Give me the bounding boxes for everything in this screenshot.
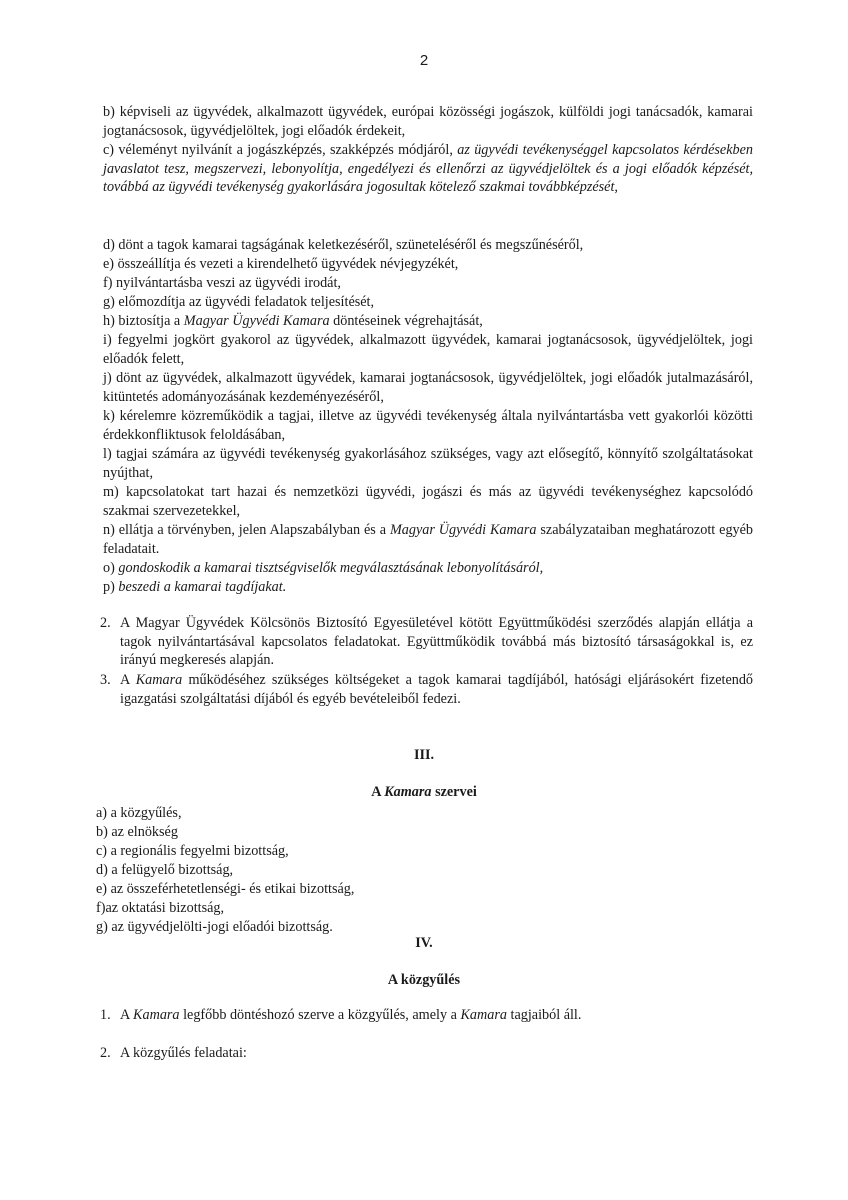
- organ-item: d) a felügyelő bizottság,: [96, 862, 234, 878]
- text: tagjaiból áll.: [510, 1007, 582, 1023]
- list-item-b: [103, 103, 753, 140]
- paragraph-number: 2.: [100, 1045, 111, 1061]
- list-label: l): [103, 446, 112, 462]
- list-item-c: [103, 141, 753, 197]
- list-text: tagjai számára az ügyvédi tevékenység gyakorlásához szükséges, vagy azt elősegítő, könnyítő szolgáltatásokat nyújthat,: [103, 446, 753, 481]
- list-item-p: [103, 578, 753, 597]
- list-label: k): [103, 408, 115, 424]
- text-italic: Kamara: [135, 672, 183, 688]
- list-label: o): [103, 560, 115, 576]
- list-text: döntéseinek végrehajtását,: [333, 313, 483, 329]
- list-text: szabályzataiban meghatározott egyéb feladatait.: [103, 522, 754, 557]
- text: A: [120, 672, 130, 688]
- organ-item: g) az ügyvédjelölti-jogi előadói bizottság.: [96, 919, 333, 935]
- list-item-k: [103, 407, 753, 444]
- organ-item: a) a közgyűlés,: [96, 805, 182, 821]
- list-text: ellátja a törvényben, jelen Alapszabályban és a: [118, 522, 387, 538]
- list-label: j): [103, 370, 112, 386]
- list-item-j: [103, 369, 753, 406]
- list-text: véleményt nyilvánít a jogászképzés, szakképzés módjáról,: [118, 142, 453, 158]
- list-text: biztosítja a: [118, 313, 181, 329]
- list-item-i: [103, 331, 753, 368]
- list-label: f): [103, 275, 113, 291]
- title-text: szervei: [435, 784, 477, 800]
- section-title-iii: [0, 783, 848, 802]
- list-text-italic: Magyar Ügyvédi Kamara: [183, 313, 330, 329]
- list-label: n): [103, 522, 115, 538]
- organ-item: e) az összeférhetetlenségi- és etikai bizottság,: [96, 881, 355, 897]
- list-item-h: [103, 312, 753, 331]
- list-item-l: [103, 445, 753, 482]
- list-item-f: [103, 274, 753, 293]
- list-text: előmozdítja az ügyvédi feladatok teljesítését,: [118, 294, 375, 310]
- list-item-o: [103, 559, 753, 578]
- organ-item: c) a regionális fegyelmi bizottság,: [96, 843, 289, 859]
- text: A: [120, 1007, 130, 1023]
- list-label: m): [103, 484, 119, 500]
- paragraph-number: 3.: [100, 672, 111, 688]
- title-text: A: [371, 784, 381, 800]
- title-italic: Kamara: [384, 784, 432, 800]
- list-item-m: [103, 483, 753, 520]
- list-text: összeállítja és vezeti a kirendelhető ügyvédek névjegyzékét,: [117, 256, 459, 272]
- list-text: dönt az ügyvédek, alkalmazott ügyvédek, kamarai jogtanácsosok, ügyvédjelöltek, jogi előadók jutalmazásáról, kitüntetés adományozásának kezdeményezéséről,: [103, 370, 753, 405]
- paragraph-number: 1.: [100, 1007, 111, 1023]
- list-text: nyilvántartásba veszi az ügyvédi irodát,: [116, 275, 341, 291]
- text-italic: Kamara: [460, 1007, 507, 1023]
- text: legfőbb döntéshozó szerve a közgyűlés, amely a: [183, 1007, 457, 1023]
- list-label: b): [103, 104, 115, 120]
- list-text: kapcsolatokat tart hazai és nemzetközi ügyvédi, jogászi és más az ügyvédi tevékenységhez kapcsolódó szakmai szervezetekkel,: [103, 484, 754, 519]
- list-text-italic: gondoskodik a kamarai tisztségviselők megválasztásának lebonyolításáról,: [118, 560, 544, 576]
- text: működéséhez szükséges költségeket a tagok kamarai tagdíjából, hatósági eljárásokért fizetendő igazgatási szolgáltatási díjából és egyéb bevételeiből fedezi.: [120, 672, 754, 707]
- list-label: d): [103, 237, 115, 253]
- list-text: dönt a tagok kamarai tagságának keletkezéséről, szüneteléséről és megszűnéséről,: [118, 237, 584, 253]
- list-label: i): [103, 332, 112, 348]
- list-label: g): [103, 294, 115, 310]
- paragraph-text: A közgyűlés feladatai:: [120, 1045, 247, 1061]
- list-text-italic: Magyar Ügyvédi Kamara: [389, 522, 537, 538]
- section-number-iii: III.: [413, 747, 435, 763]
- paragraph-text: [120, 1006, 753, 1025]
- list-label: h): [103, 313, 115, 329]
- paragraph-text: A Magyar Ügyvédek Kölcsönös Biztosító Egyesületével kötött Együttműködési szerződés alapján ellátja a tagok nyilvántartásával kapcsolatos feladatokat. Együttműködik továbbá más biztosító társaságokkal is, ez irányú megkeresés alapján.: [120, 615, 753, 668]
- organ-item: f)az oktatási bizottság,: [96, 900, 225, 916]
- list-text: képviseli az ügyvédek, alkalmazott ügyvédek, európai közösségi jogászok, külföldi jogi tanácsadók, kamarai jogtanácsosok, ügyvédjelöltek, jogi előadók érdekeit,: [103, 104, 753, 139]
- list-item-e: [103, 255, 753, 274]
- page-number: 2: [419, 52, 429, 69]
- list-label: p): [103, 579, 115, 595]
- list-text-italic: az ügyvédi tevékenységgel kapcsolatos kérdésekben javaslatot tesz, megszervezi, lebonyolítja, engedélyezi és ellenőrzi az ügyvédjelöltek és a jogi előadók képzését, továbbá az ügyvédi tevékenység gyakorlására jogosultak kötelező szakmai továbbképzését,: [103, 142, 753, 195]
- list-text: kérelemre közreműködik a tagjai, illetve az ügyvédi tevékenység általa nyilvántartásba vett gyakorlói közötti érdekkonfliktusok feloldásában,: [103, 408, 753, 443]
- list-text: fegyelmi jogkört gyakorol az ügyvédek, alkalmazott ügyvédek, kamarai jogtanácsosok, ügyvédjelöltek, jogi előadók felett,: [103, 332, 753, 367]
- list-text-italic: beszedi a kamarai tagdíjakat.: [118, 579, 287, 595]
- list-item-n: [103, 521, 753, 558]
- list-item-g: [103, 293, 753, 312]
- list-label: c): [103, 142, 115, 158]
- text-italic: Kamara: [133, 1007, 180, 1023]
- list-label: e): [103, 256, 115, 272]
- paragraph-text: [120, 671, 753, 708]
- paragraph-number: 2.: [100, 615, 111, 631]
- section-number-iv: IV.: [415, 935, 433, 951]
- list-item-d: [103, 236, 753, 255]
- organ-item: b) az elnökség: [96, 824, 178, 840]
- section-title-iv: A közgyűlés: [387, 972, 461, 988]
